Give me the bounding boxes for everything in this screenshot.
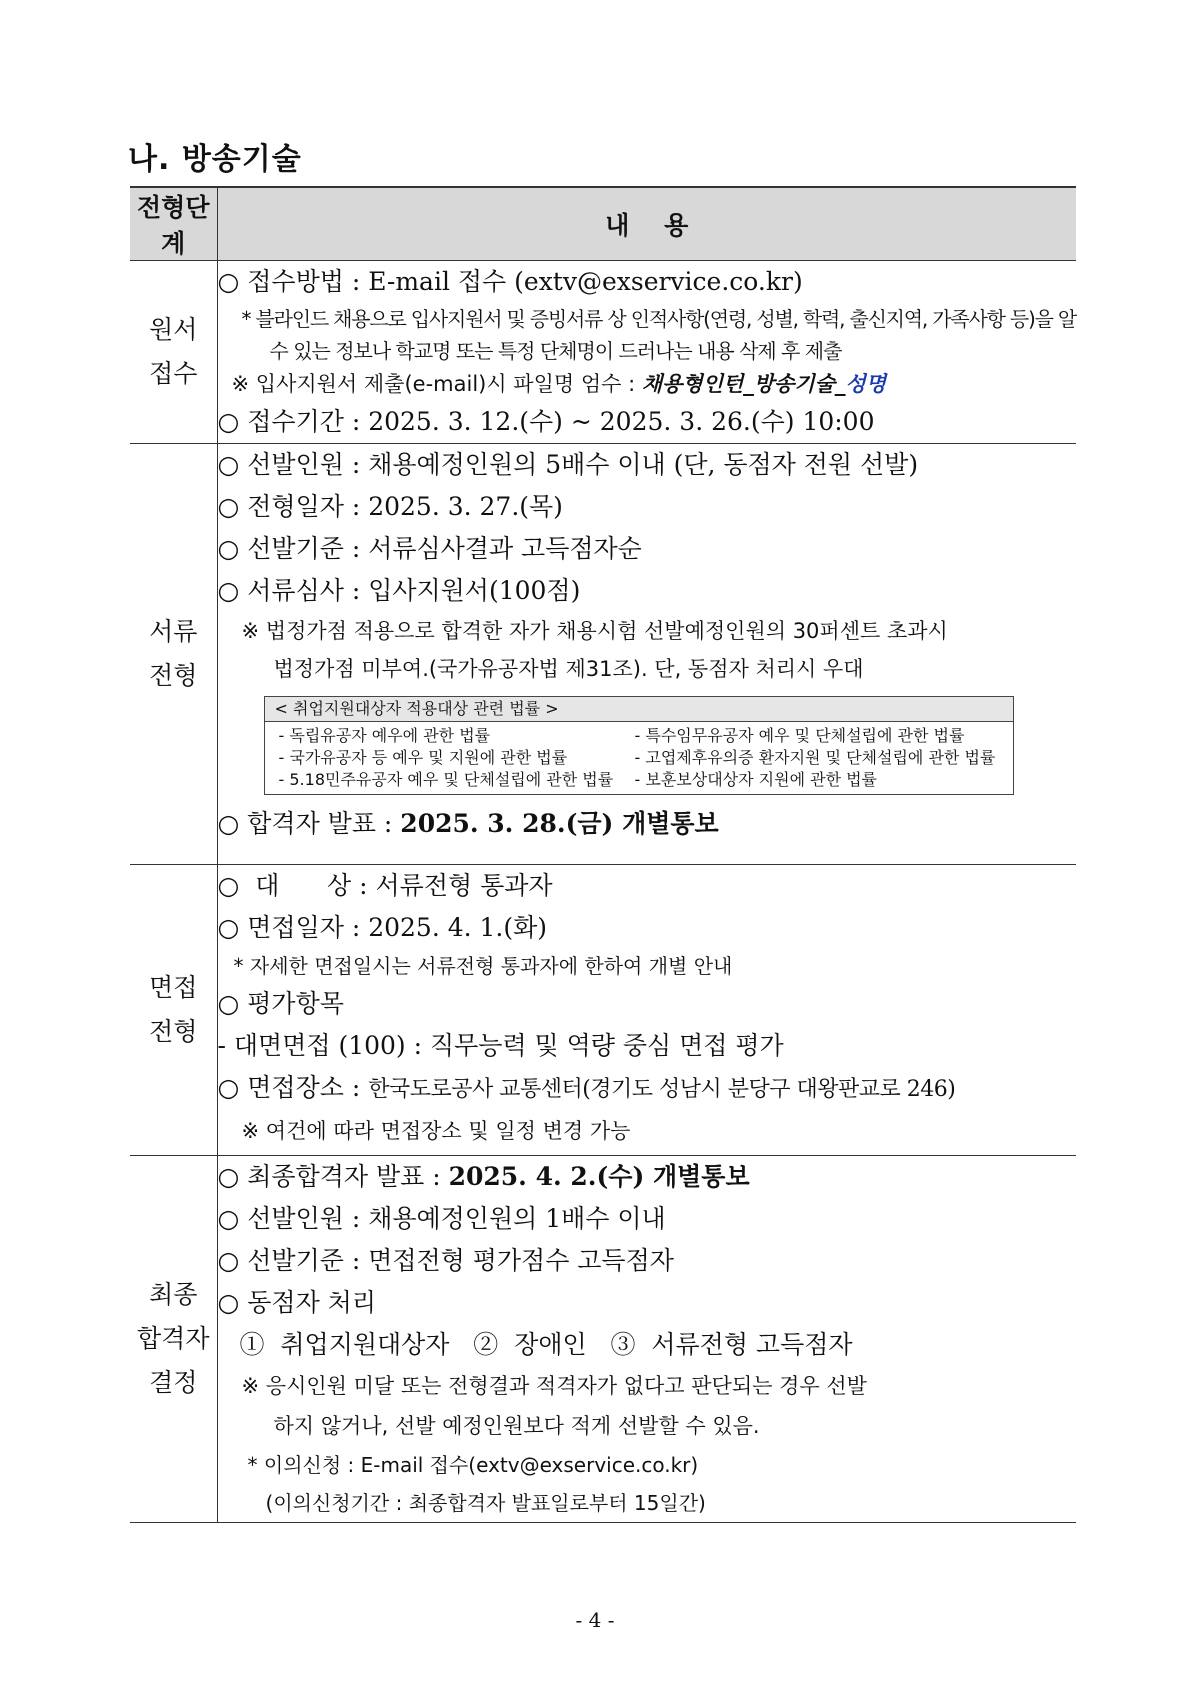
interview-date: ○ 면접일자 : 2025. 4. 1.(화) xyxy=(217,913,548,942)
interview-location: ○ 면접장소 : 한국도로공사 교통센터(경기도 성남시 분당구 대왕판교로 246) xyxy=(217,1073,956,1102)
doc-criteria: ○ 선발기준 : 서류심사결과 고득점자순 xyxy=(217,534,642,563)
application-period: ○ 접수기간 : 2025. 3. 12.(수) ~ 2025. 3. 26.(수) 10:00 xyxy=(217,407,875,436)
final-announcement: ○ 최종합격자 발표 : 2025. 4. 2.(수) 개별통보 xyxy=(217,1162,750,1191)
law-item: - 국가유공자 등 예우 및 지원에 관한 법률 xyxy=(278,748,568,767)
table-header xyxy=(130,187,1076,261)
content-final xyxy=(217,1156,1076,1523)
related-laws-list xyxy=(265,722,1013,794)
objection-period: (이의신청기간 : 최종합격자 발표일로부터 15일간) xyxy=(265,1491,706,1515)
doc-selection-count: ○ 선발인원 : 채용예정인원의 5배수 이내 (단, 동점자 전원 선발) xyxy=(217,450,919,479)
stage-document-screening: 서류 전형 xyxy=(130,444,217,865)
header-stage: 전형단계 xyxy=(130,187,217,261)
law-item: - 특수임무유공자 예우 및 단체설립에 관한 법률 xyxy=(634,726,965,745)
law-item: - 보훈보상대상자 지원에 관한 법률 xyxy=(634,770,878,789)
bonus-note-1: ※ 법정가점 적용으로 합격한 자가 채용시험 선발예정인원의 30퍼센트 초과시 xyxy=(241,619,948,643)
blind-note-1: * 블라인드 채용으로 입사지원서 및 증빙서류 상 인적사항(연령, 성별, 학력, 출신지역, 가족사항 등)을 알 xyxy=(241,307,1076,331)
section-title: 나. 방송기술 xyxy=(128,142,302,177)
tie-priority: ① 취업지원대상자 ② 장애인 ③ 서류전형 고득점자 xyxy=(239,1330,853,1359)
related-laws-box xyxy=(264,696,1014,795)
application-method: ○ 접수방법 : E-mail 접수 (extv@exservice.co.kr) xyxy=(217,267,803,296)
stage-application: 원서 접수 xyxy=(130,261,217,444)
stage-interview: 면접 전형 xyxy=(130,865,217,1156)
content-document-screening xyxy=(217,444,1076,865)
recruitment-stages-table xyxy=(130,186,1076,1523)
interview-change-note: ※ 여건에 따라 면접장소 및 일정 변경 가능 xyxy=(241,1119,631,1143)
bonus-note-2: 법정가점 미부여.(국가유공자법 제31조). 단, 동점자 처리시 우대 xyxy=(273,657,864,681)
doc-announcement: ○ 합격자 발표 : 2025. 3. 28.(금) 개별통보 xyxy=(217,809,719,838)
final-selection-count: ○ 선발인원 : 채용예정인원의 1배수 이내 xyxy=(217,1204,666,1233)
content-application xyxy=(217,261,1076,444)
doc-date: ○ 전형일자 : 2025. 3. 27.(목) xyxy=(217,492,563,521)
objection-note: * 이의신청 : E-mail 접수(extv@exservice.co.kr) xyxy=(247,1453,699,1477)
content-interview xyxy=(217,865,1076,1156)
final-criteria: ○ 선발기준 : 면접전형 평가점수 고득점자 xyxy=(217,1246,674,1275)
related-laws-title: < 취업지원대상자 적용대상 관련 법률 > xyxy=(265,697,1013,722)
law-item: - 고엽제후유의증 환자지원 및 단체설립에 관한 법률 xyxy=(634,748,996,767)
final-note-1: ※ 응시인원 미달 또는 전형결과 적격자가 없다고 판단되는 경우 선발 xyxy=(241,1374,867,1398)
row-interview xyxy=(130,865,1076,1156)
doc-review: ○ 서류심사 : 입사지원서(100점) xyxy=(217,576,581,605)
law-item: - 5.18민주유공자 예우 및 단체설립에 관한 법률 xyxy=(278,770,614,789)
row-final xyxy=(130,1156,1076,1523)
filename-note: ※ 입사지원서 제출(e-mail)시 파일명 엄수 : 채용형인턴_방송기술_성명 xyxy=(231,372,886,396)
evaluation-items: ○ 평가항목 xyxy=(217,989,344,1018)
law-item: - 독립유공자 예우에 관한 법률 xyxy=(278,726,491,745)
interview-target: ○ 대 상 : 서류전형 통과자 xyxy=(217,871,553,900)
final-note-2: 하지 않거나, 선발 예정인원보다 적게 선발할 수 있음. xyxy=(273,1414,760,1438)
tie-handling: ○ 동점자 처리 xyxy=(217,1288,376,1317)
row-document-screening xyxy=(130,444,1076,865)
evaluation-detail: - 대면면접 (100) : 직무능력 및 역량 중심 면접 평가 xyxy=(217,1031,784,1060)
blind-note-2: 수 있는 정보나 학교명 또는 특정 단체명이 드러나는 내용 삭제 후 제출 xyxy=(269,339,842,363)
stage-final: 최종 합격자 결정 xyxy=(130,1156,217,1523)
interview-schedule-note: * 자세한 면접일시는 서류전형 통과자에 한하여 개별 안내 xyxy=(233,954,733,978)
page-number: - 4 - xyxy=(575,1608,615,1632)
header-content: 내 용 xyxy=(217,187,1076,261)
row-application xyxy=(130,261,1076,444)
